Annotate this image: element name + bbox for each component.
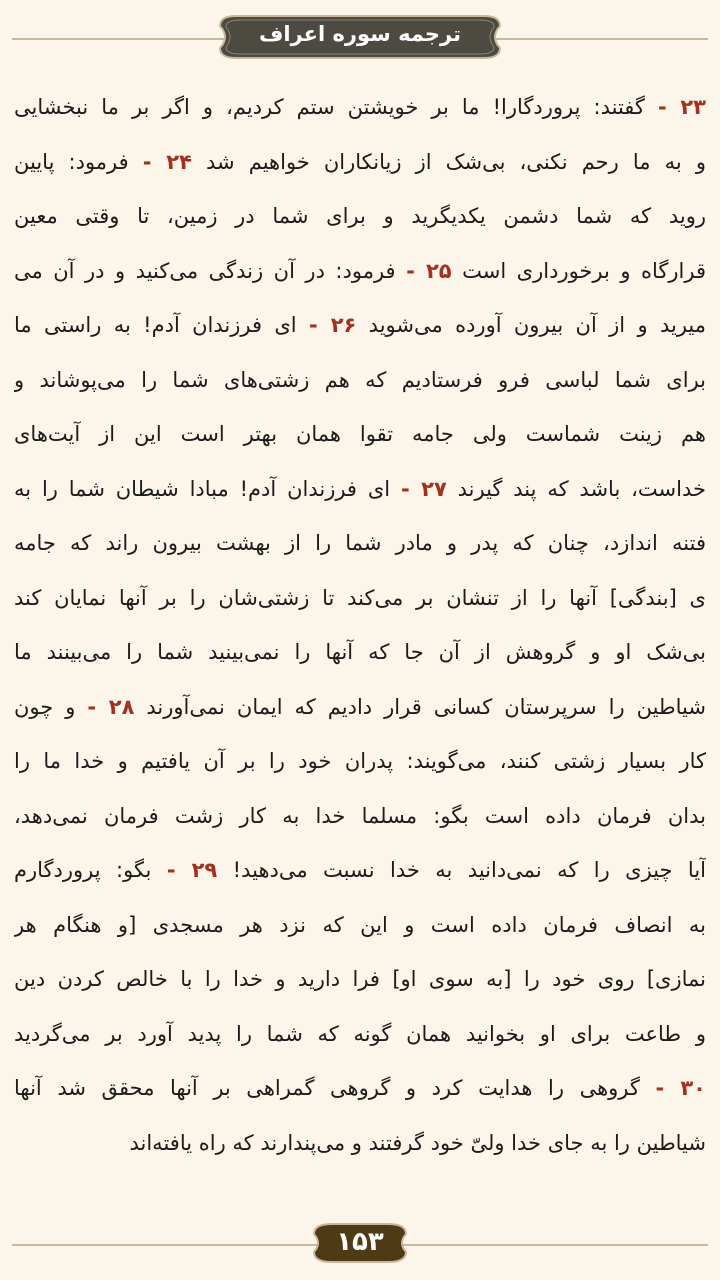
verse-number: ۲۶ - [308, 313, 357, 337]
page-number-badge [312, 1222, 408, 1264]
verse-text: بدان فرمان داده است بگو: مسلما خدا به کار زشت فرمان نمی‌دهد، [14, 803, 706, 828]
verse-text: شیاطین را به جای خدا ولیّ خود گرفتند و می‌پندارند که راه یافته‌اند [129, 1130, 706, 1155]
verse-text: ی [بندگی] آنها را از تنشان بر می‌کند تا زشتی‌شان را بر آنها نمایان کند [14, 585, 706, 610]
text-line [14, 625, 706, 680]
text-line [14, 298, 706, 353]
text-line [14, 80, 706, 135]
verse-text: کار بسیار زشتی کنند، می‌گویند: پدران خود را بر آن یافتیم و خدا ما را [14, 749, 706, 773]
page-title: ترجمه سوره اعراف [258, 22, 462, 46]
verse-number: ۲۸ - [87, 694, 135, 719]
text-line [14, 680, 706, 735]
verse-number: ۲۵ - [406, 258, 452, 283]
verse-text: به انصاف فرمان داده است و این که نزد هر مسجدی [و هنگام هر [14, 912, 706, 937]
text-line [14, 407, 706, 462]
verse-text: شیاطین را سرپرستان کسانی قرار دادیم که ایمان نمی‌آورند [134, 694, 706, 719]
verse-text: گروهی را هدایت کرد و گروهی گمراهی بر آنها محقق شد آنها [14, 1076, 656, 1100]
verse-text: هم زینت شماست ولی جامه تقوا همان بهتر است این از آیت‌های [14, 422, 706, 446]
text-line [14, 571, 706, 626]
verse-text: برای شما لباسی فرو فرستادیم که هم زشتی‌های شما را می‌پوشاند و [14, 367, 706, 392]
verse-text: روید که شما دشمن یکدیگرید و برای شما در زمین، تا وقتی معین [14, 204, 706, 228]
verse-text: بی‌شک او و گروهش از آن جا که آنها را نمی‌بینید شما را می‌بینند ما [14, 640, 706, 664]
verse-text: نمازی] روی خود را [به سوی او] فرا دارید و خدا را با خالص کردن دین [14, 967, 706, 991]
text-line [14, 843, 706, 898]
title-banner [218, 14, 502, 60]
verse-text: و به ما رحم نکنی، بی‌شک از زیانکاران خواهیم شد [191, 149, 706, 174]
text-line [14, 734, 706, 789]
page-number: ۱۵۳ [336, 1227, 384, 1257]
text-line [14, 789, 706, 844]
verse-text: آیا چیزی را که نمی‌دانید به خدا نسبت می‌دهید! [217, 858, 706, 882]
verse-text: ای فرزندان آدم! مبادا شیطان شما را به [14, 476, 401, 501]
verse-text: ای فرزندان آدم! به راستی ما [14, 313, 309, 337]
text-line [14, 353, 706, 408]
verse-text: بگو: پروردگارم [14, 858, 167, 882]
text-line [14, 1116, 706, 1171]
text-line [14, 1061, 706, 1116]
text-line [14, 898, 706, 953]
text-line [14, 244, 706, 299]
verse-text: گفتند: پروردگارا! ما بر خویشتن ستم کردیم، و اگر بر ما نبخشایی [14, 95, 658, 119]
text-line [14, 135, 706, 190]
text-line [14, 462, 706, 517]
verse-number: ۲۷ - [400, 476, 447, 501]
verse-number: ۲۴ - [142, 149, 192, 174]
verse-number: ۲۳ - [657, 95, 706, 119]
text-line [14, 189, 706, 244]
verse-text: فرمود: پایین [14, 149, 143, 174]
verse-text: قرارگاه و برخورداری است [451, 258, 706, 283]
text-line [14, 952, 706, 1007]
verse-text: میرید و از آن بیرون آورده می‌شوید [356, 313, 706, 337]
verse-number: ۲۹ - [166, 858, 218, 882]
text-line [14, 1007, 706, 1062]
translation-text [14, 80, 706, 1170]
verse-number: ۳۰ - [655, 1076, 706, 1100]
verse-text: و طاعت برای او بخوانید همان گونه که شما را پدید آورد بر می‌گردید [14, 1021, 706, 1046]
verse-text: خداست، باشد که پند گیرند [446, 476, 706, 501]
text-line [14, 516, 706, 571]
verse-text: فرمود: در آن زندگی می‌کنید و در آن می [14, 258, 407, 283]
verse-text: فتنه اندازد، چنان که پدر و مادر شما را از بهشت بیرون راند که جامه [14, 531, 706, 555]
verse-text: و چون [14, 694, 88, 719]
